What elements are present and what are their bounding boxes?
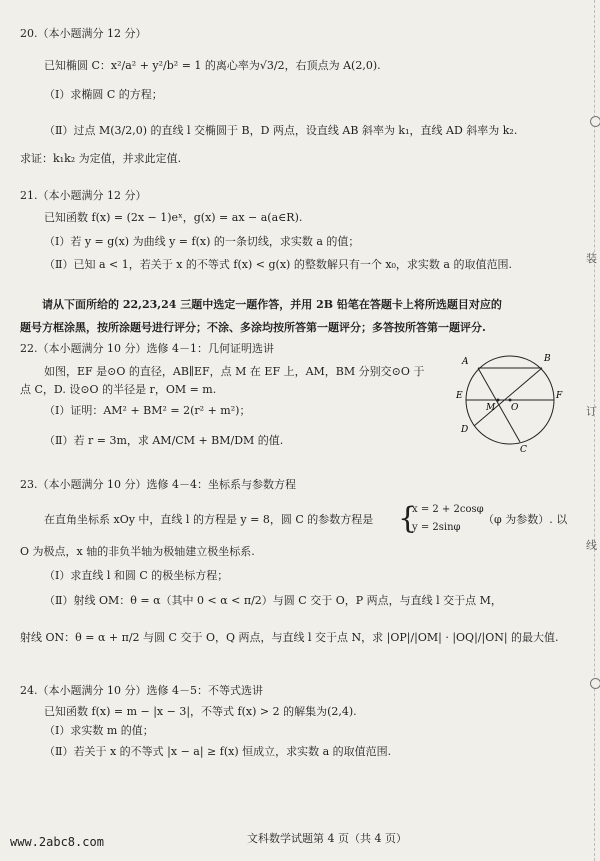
q23-line-1-tail: （φ 为参数）. 以 [483,513,568,526]
fig-label-c: C [520,445,527,454]
q23-line-2: O 为极点，x 轴的非负半轴为极轴建立极坐标系. [20,545,255,558]
binding-label-ding: 订 [586,405,597,418]
binding-label-zhuang: 装 [586,252,597,265]
q20-part-1: （Ⅰ）求椭圆 C 的方程； [44,88,163,101]
q23-part-1: （Ⅰ）求直线 l 和圆 C 的极坐标方程； [44,569,229,582]
fig-label-b: B [544,354,551,364]
footer-page-number: 文科数学试题第 4 页（共 4 页） [247,832,407,845]
binding-line [594,0,596,861]
fig-label-o: O [511,403,519,413]
fig-label-f: F [556,391,563,401]
q21-part-1: （Ⅰ）若 y = g(x) 为曲线 y = f(x) 的一条切线，求实数 a 的值； [44,235,360,248]
q22-line-2: 点 C，D. 设⊙O 的半径是 r，OM = m. [20,383,217,396]
q20-line-4: 求证：k₁k₂ 为定值，并求此定值. [20,152,182,165]
param-x: x = 2 + 2cosφ [412,504,484,515]
footer-website: www.2abc8.com [10,835,104,849]
q24-heading: 24.（本小题满分 10 分）选修 4－5：不等式选讲 [20,684,263,697]
q22-line-1: 如图，EF 是⊙O 的直径，AB∥EF，点 M 在 EF 上，AM，BM 分别交⊙O 于 [44,365,425,378]
fig-label-e: E [456,391,463,401]
q20-heading: 20.（本小题满分 12 分） [20,27,147,40]
q23-heading: 23.（本小题满分 10 分）选修 4－4：坐标系与参数方程 [20,478,296,491]
binding-label-xian: 线 [586,539,597,552]
binding-hole [590,678,600,689]
instruction-line-1: 请从下面所给的 22,23,24 三题中选定一题作答，并用 2B 铅笔在答题卡上将所选题目对应的 [42,298,502,311]
fig-label-d: D [461,425,469,435]
q20-line-1: 已知椭圆 C：x²/a² + y²/b² = 1 的离心率为√3/2，右顶点为 A(2,0). [44,59,381,72]
q22-part-2: （Ⅱ）若 r = 3m，求 AM/CM + BM/DM 的值. [44,434,284,447]
q24-part-1: （Ⅰ）求实数 m 的值； [44,724,154,737]
fig-label-a: A [462,357,469,367]
circle-geometry-figure [448,346,573,454]
q23-line-1: 在直角坐标系 xOy 中，直线 l 的方程是 y = 8，圆 C 的参数方程是 [44,513,374,526]
q21-part-2: （Ⅱ）已知 a < 1，若关于 x 的不等式 f(x) < g(x) 的整数解只有一个 x₀，求实数 a 的取值范围. [44,258,512,271]
q20-part-2: （Ⅱ）过点 M(3/2,0) 的直线 l 交椭圆于 B，D 两点，设直线 AB 斜率为 k₁，直线 AD 斜率为 k₂. [44,124,518,137]
brace: { [398,501,418,536]
instruction-line-2: 题号方框涂黑，按所涂题号进行评分；不涂、多涂均按所答第一题评分；多答按所答第一题评分. [20,321,486,334]
q23-line-5: 射线 ON：θ = α + π/2 与圆 C 交于 O，Q 两点，与直线 l 交于点 N，求 |OP|/|OM| · |OQ|/|ON| 的最大值. [20,631,559,644]
binding-hole [590,116,600,127]
q24-part-2: （Ⅱ）若关于 x 的不等式 |x − a| ≥ f(x) 恒成立，求实数 a 的取值范围. [44,745,392,758]
q21-line-1: 已知函数 f(x) = (2x − 1)eˣ，g(x) = ax − a(a∈R). [44,211,303,224]
q24-line-1: 已知函数 f(x) = m − |x − 3|，不等式 f(x) > 2 的解集为(2,4). [44,705,357,718]
q22-heading: 22.（本小题满分 10 分）选修 4－1：几何证明选讲 [20,342,274,355]
q22-part-1: （Ⅰ）证明：AM² + BM² = 2(r² + m²)； [44,404,251,417]
param-y: y = 2sinφ [412,522,461,533]
q23-part-2: （Ⅱ）射线 OM：θ = α（其中 0 < α < π/2）与圆 C 交于 O，P 两点，与直线 l 交于点 M， [44,594,502,607]
q21-heading: 21.（本小题满分 12 分） [20,189,147,202]
fig-label-m: M [486,403,496,413]
